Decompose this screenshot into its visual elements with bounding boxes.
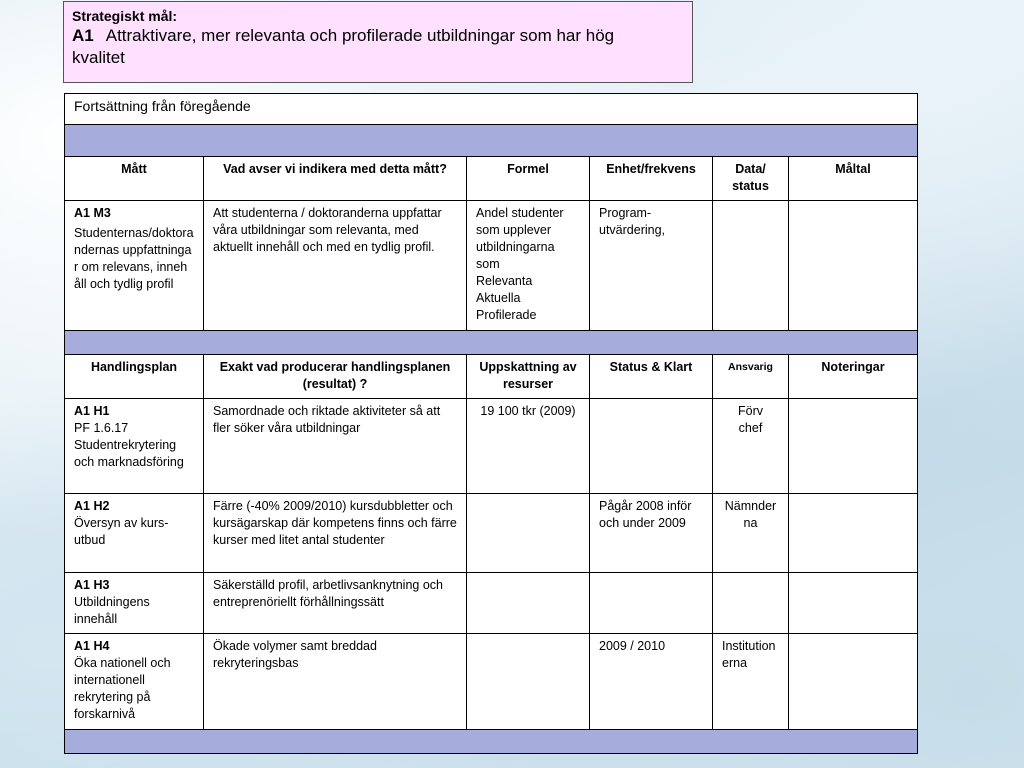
header-maltal: Måltal — [789, 157, 918, 201]
plan-row-h2 — [65, 494, 918, 573]
plan-resurser: 19 100 tkr (2009) — [467, 399, 590, 494]
goal-text-block — [72, 25, 662, 69]
plan-row-h3 — [65, 573, 918, 634]
plan-status — [590, 573, 713, 634]
header-uppskattning: Uppskattning av resurser — [467, 355, 590, 399]
plan-result: Ökade volymer samt breddad rekryteringsbas — [204, 634, 467, 730]
plan-table — [64, 93, 918, 754]
formel-line: Aktuella — [476, 291, 521, 305]
plan-name-line: Studentrekrytering och marknadsföring — [74, 438, 184, 469]
plan-name-line: Öka nationell och internationell rekrytering på forskarnivå — [74, 656, 171, 721]
goal-code: A1 — [72, 26, 94, 45]
plan-cell — [65, 399, 204, 494]
plan-code: A1 H2 — [74, 499, 110, 513]
plan-name-line: Utbildningens innehåll — [74, 595, 150, 626]
plan-name-line: Översyn av kurs-utbud — [74, 516, 169, 547]
plan-cell — [65, 634, 204, 730]
measure-maltal — [789, 201, 918, 331]
separator-band — [65, 730, 918, 754]
plan-header-row — [65, 355, 918, 399]
measure-name: Studenternas/doktorandernas uppfattningar om relevans, innehåll och tydlig profil — [74, 226, 194, 291]
measure-code: A1 M3 — [74, 206, 111, 220]
plan-ansvarig — [713, 573, 789, 634]
plan-resurser — [467, 573, 590, 634]
separator-band — [65, 125, 918, 157]
plan-status — [590, 399, 713, 494]
plan-code: A1 H3 — [74, 578, 110, 592]
measure-cell — [65, 201, 204, 331]
plan-ansvarig: Institutionerna — [713, 634, 789, 730]
header-noteringar: Noteringar — [789, 355, 918, 399]
plan-resurser — [467, 634, 590, 730]
plan-result: Säkerställd profil, arbetlivsanknytning och entreprenöriellt förhållningssätt — [204, 573, 467, 634]
plan-resurser — [467, 494, 590, 573]
formel-line: Relevanta — [476, 274, 533, 288]
separator-band — [65, 331, 918, 355]
plan-ansvarig: Nämnderna — [713, 494, 789, 573]
plan-cell — [65, 573, 204, 634]
continuation-row — [65, 94, 918, 125]
plan-row-h1 — [65, 399, 918, 494]
formel-line: Andel studenter som upplever utbildningarna som — [476, 206, 564, 271]
header-status: Status & Klart — [590, 355, 713, 399]
plan-ansvarig: Förv chef — [713, 399, 789, 494]
plan-status: 2009 / 2010 — [590, 634, 713, 730]
strategic-goal-box — [63, 1, 693, 83]
header-enhet: Enhet/frekvens — [590, 157, 713, 201]
measure-formel — [467, 201, 590, 331]
plan-result: Samordnade och riktade aktiviteter så att fler söker våra utbildningar — [204, 399, 467, 494]
plan-noteringar — [789, 573, 918, 634]
plan-code: A1 H1 — [74, 404, 110, 418]
header-data-status: Data/ status — [713, 157, 789, 201]
measure-header-row — [65, 157, 918, 201]
plan-noteringar — [789, 494, 918, 573]
plan-result: Färre (-40% 2009/2010) kursdubbletter och kursägarskap där kompetens finns och färre kurser med litet antal studenter — [204, 494, 467, 573]
measure-vad: Att studenterna / doktoranderna uppfattar våra utbildningar som relevanta, med aktuellt innehåll och med en tydlig profil. — [204, 201, 467, 331]
measure-enhet: Program-utvärdering, — [590, 201, 713, 331]
header-matt: Mått — [65, 157, 204, 201]
header-handlingsplan: Handlingsplan — [65, 355, 204, 399]
plan-row-h4 — [65, 634, 918, 730]
plan-name-line: PF 1.6.17 — [74, 421, 129, 435]
goal-heading: Strategiskt mål: — [72, 8, 178, 24]
measure-row-m3 — [65, 201, 918, 331]
header-exakt: Exakt vad producerar handlingsplanen (resultat) ? — [204, 355, 467, 399]
formel-line: Profilerade — [476, 308, 537, 322]
header-ansvarig: Ansvarig — [713, 355, 789, 399]
plan-status: Pågår 2008 inför och under 2009 — [590, 494, 713, 573]
plan-noteringar — [789, 634, 918, 730]
plan-cell — [65, 494, 204, 573]
header-vad: Vad avser vi indikera med detta mått? — [204, 157, 467, 201]
header-formel: Formel — [467, 157, 590, 201]
plan-noteringar — [789, 399, 918, 494]
continuation-label: Fortsättning från föregående — [65, 94, 918, 125]
plan-code: A1 H4 — [74, 639, 110, 653]
measure-data — [713, 201, 789, 331]
goal-description: Attraktivare, mer relevanta och profilerade utbildningar som har hög kvalitet — [72, 26, 615, 67]
